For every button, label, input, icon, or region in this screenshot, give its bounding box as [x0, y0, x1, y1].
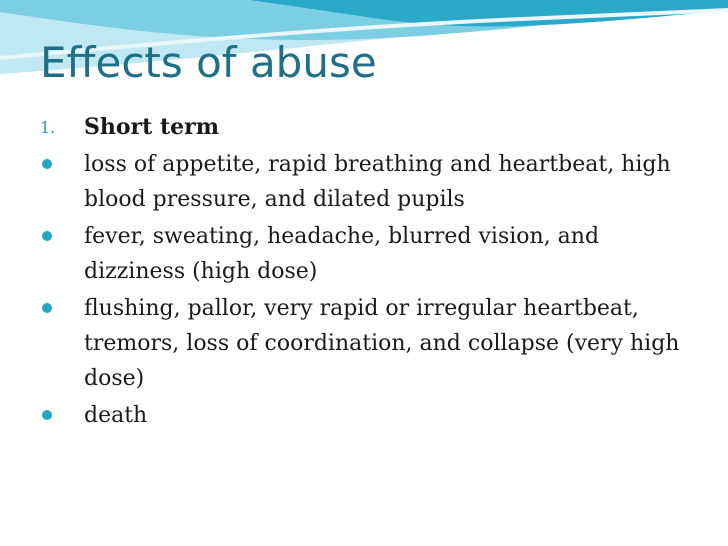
- bullet-item-flushing: [40, 291, 700, 396]
- numbered-item-short-term: [40, 110, 700, 145]
- bullet-icon: [42, 303, 52, 313]
- item-text-flushing: flushing, pallor, very rapid or irregular heartbeat, tremors, loss of coordination, and collapse (very high dose): [84, 296, 680, 391]
- slide-title: Effects of abuse: [40, 38, 377, 87]
- bullet-item-death: [40, 398, 700, 433]
- item-text-appetite: loss of appetite, rapid breathing and heartbeat, high blood pressure, and dilated pupils: [84, 152, 671, 212]
- bullet-item-fever: [40, 219, 700, 289]
- bullet-item-appetite: [40, 147, 700, 217]
- bullet-icon: [42, 159, 52, 169]
- item-text-death: death: [84, 403, 148, 428]
- bullet-icon: [42, 410, 52, 420]
- slide-content: [40, 110, 700, 435]
- list-number: 1.: [40, 118, 56, 137]
- item-text-short-term: Short term: [84, 114, 219, 140]
- bullet-icon: [42, 231, 52, 241]
- item-text-fever: fever, sweating, headache, blurred vision, and dizziness (high dose): [84, 224, 600, 284]
